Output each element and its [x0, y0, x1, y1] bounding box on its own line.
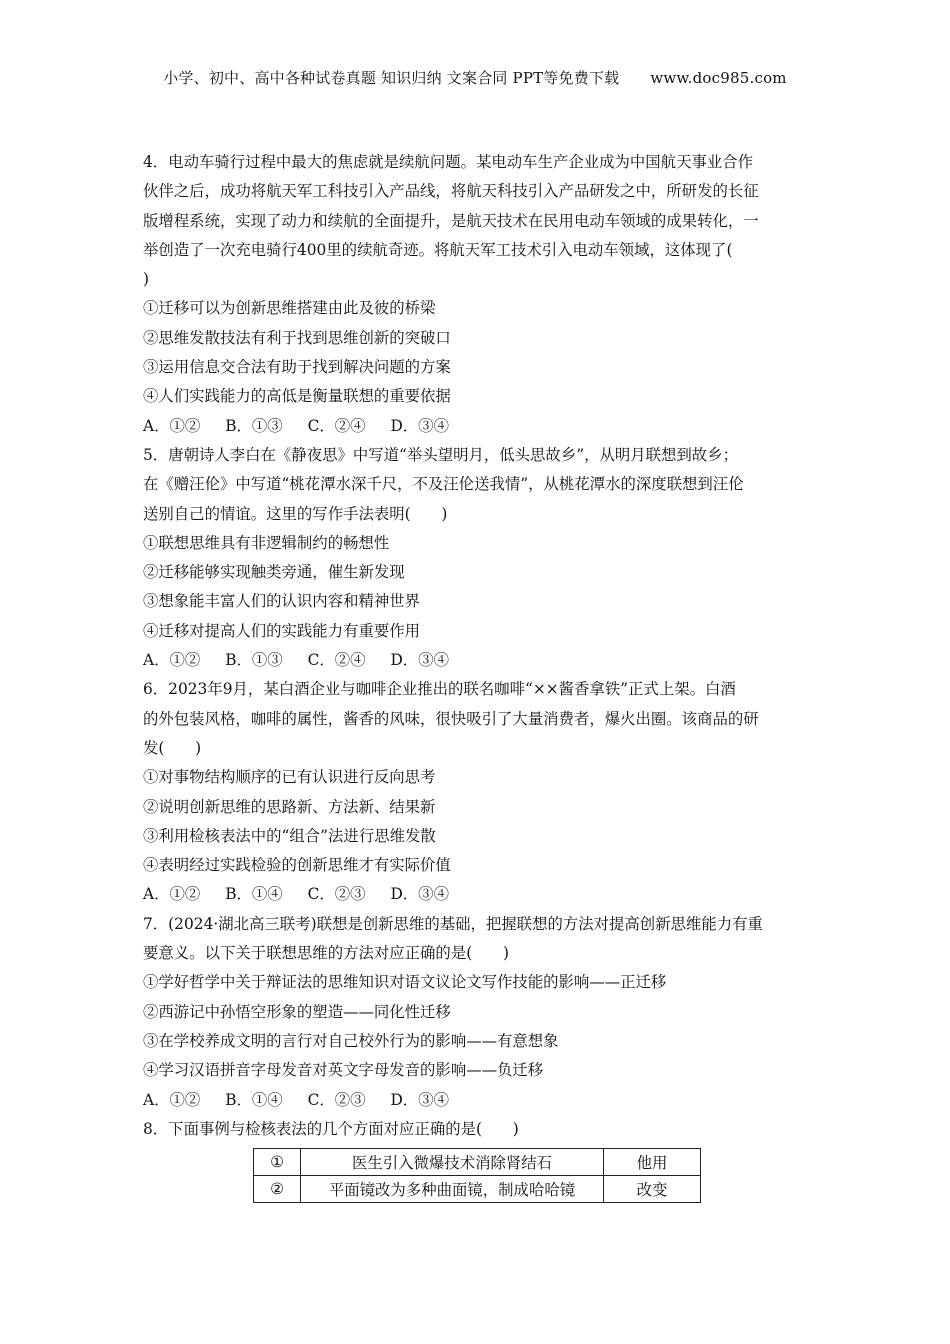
statement-item: ①联想思维具有非逻辑制约的畅想性 — [143, 533, 390, 552]
question-5 — [143, 441, 813, 675]
question-stem-line: 发( ) — [143, 738, 202, 757]
answer-options — [143, 646, 813, 675]
answer-options — [143, 880, 813, 909]
table-cell-method: 他用 — [604, 1149, 701, 1176]
statement-item: ②西游记中孙悟空形象的塑造——同化性迁移 — [143, 1002, 451, 1021]
page-header — [0, 67, 950, 88]
question-stem-line: 送别自己的情谊。这里的写作手法表明( ) — [143, 504, 448, 523]
question-stem-line: 8．下面事例与检核表法的几个方面对应正确的是( ) — [143, 1119, 519, 1138]
option-a: A．①② — [143, 885, 201, 904]
statement-item: ④人们实践能力的高低是衡量联想的重要依据 — [143, 387, 451, 406]
answer-options — [143, 412, 813, 441]
question-list — [143, 148, 813, 1203]
header-site-link[interactable]: www.doc985.com — [650, 69, 787, 87]
table-cell-example: 平面镜改为多种曲面镜，制成哈哈镜 — [301, 1176, 604, 1203]
option-d: D．③④ — [390, 651, 449, 670]
statement-item: ③在学校养成文明的言行对自己校外行为的影响——有意想象 — [143, 1031, 559, 1050]
table-row — [254, 1149, 701, 1176]
question-stem-line: 的外包装风格，咖啡的属性，酱香的风味，很快吸引了大量消费者，爆火出圈。该商品的研 — [143, 709, 759, 728]
statement-item: ①学好哲学中关于辩证法的思维知识对语文议论文写作技能的影响——正迁移 — [143, 973, 667, 992]
statement-item: ④学习汉语拼音字母发音对英文字母发音的影响——负迁移 — [143, 1061, 544, 1080]
statement-item: ④迁移对提高人们的实践能力有重要作用 — [143, 621, 421, 640]
statement-item: ③运用信息交合法有助于找到解决问题的方案 — [143, 358, 451, 377]
statement-item: ③利用检核表法中的“组合”法进行思维发散 — [143, 826, 436, 845]
question-7 — [143, 910, 813, 1115]
question-8 — [143, 1115, 813, 1203]
question-stem-line: 4．电动车骑行过程中最大的焦虑就是续航问题。某电动车生产企业成为中国航天事业合作 — [143, 153, 754, 171]
question-stem-line: 7．(2024·湖北高三联考)联想是创新思维的基础，把握联想的方法对提高创新思维能力有重 — [143, 914, 763, 933]
statement-item: ②迁移能够实现触类旁通，催生新发现 — [143, 563, 405, 582]
option-b: B．①④ — [225, 885, 283, 904]
statement-item: ②说明创新思维的思路新、方法新、结果新 — [143, 797, 436, 816]
example-table — [253, 1148, 701, 1203]
option-d: D．③④ — [390, 416, 449, 435]
statement-item: ①对事物结构顺序的已有认识进行反向思考 — [143, 768, 436, 787]
question-6 — [143, 675, 813, 909]
option-b: B．①③ — [225, 651, 283, 670]
option-a: A．①② — [143, 1090, 201, 1109]
answer-options — [143, 1086, 813, 1115]
table-cell-method: 改变 — [604, 1176, 701, 1203]
statement-item: ③想象能丰富人们的认识内容和精神世界 — [143, 592, 421, 611]
question-stem-line: 6．2023年9月，某白酒企业与咖啡企业推出的联名咖啡“××酱香拿铁”正式上架。白酒 — [143, 680, 736, 699]
option-d: D．③④ — [390, 885, 449, 904]
statement-item: ①迁移可以为创新思维搭建由此及彼的桥梁 — [143, 299, 436, 318]
question-stem-line: 在《赠汪伦》中写道“桃花潭水深千尺，不及汪伦送我情”，从桃花潭水的深度联想到汪伦 — [143, 475, 744, 494]
option-c: C．②③ — [307, 885, 366, 904]
question-stem-line: 举创造了一次充电骑行400里的续航奇迹。将航天军工技术引入电动车领域，这体现了( — [143, 240, 733, 259]
question-stem-line: 5．唐朝诗人李白在《静夜思》中写道“举头望明月，低头思故乡”，从明月联想到故乡； — [143, 445, 738, 464]
question-stem-line: ) — [143, 270, 150, 289]
question-stem-line: 要意义。以下关于联想思维的方法对应正确的是( ) — [143, 944, 509, 963]
option-b: B．①④ — [225, 1090, 283, 1109]
statement-item: ②思维发散技法有利于找到思维创新的突破口 — [143, 328, 451, 347]
option-b: B．①③ — [225, 416, 283, 435]
table-row — [254, 1176, 701, 1203]
table-cell-num: ② — [254, 1176, 301, 1203]
header-text: 小学、初中、高中各种试卷真题 知识归纳 文案合同 PPT等免费下载 — [163, 69, 620, 87]
question-stem-line: 版增程系统，实现了动力和续航的全面提升，是航天技术在民用电动车领域的成果转化，一 — [143, 211, 759, 230]
option-a: A．①② — [143, 651, 201, 670]
option-d: D．③④ — [390, 1090, 449, 1109]
option-c: C．②③ — [307, 1090, 366, 1109]
option-a: A．①② — [143, 416, 201, 435]
table-cell-example: 医生引入微爆技术消除肾结石 — [301, 1149, 604, 1176]
statement-item: ④表明经过实践检验的创新思维才有实际价值 — [143, 856, 451, 875]
option-c: C．②④ — [307, 651, 366, 670]
table-cell-num: ① — [254, 1149, 301, 1176]
option-c: C．②④ — [307, 416, 366, 435]
question-4 — [143, 148, 813, 441]
question-stem-line: 伙伴之后，成功将航天军工科技引入产品线，将航天科技引入产品研发之中，所研发的长征 — [143, 182, 759, 201]
